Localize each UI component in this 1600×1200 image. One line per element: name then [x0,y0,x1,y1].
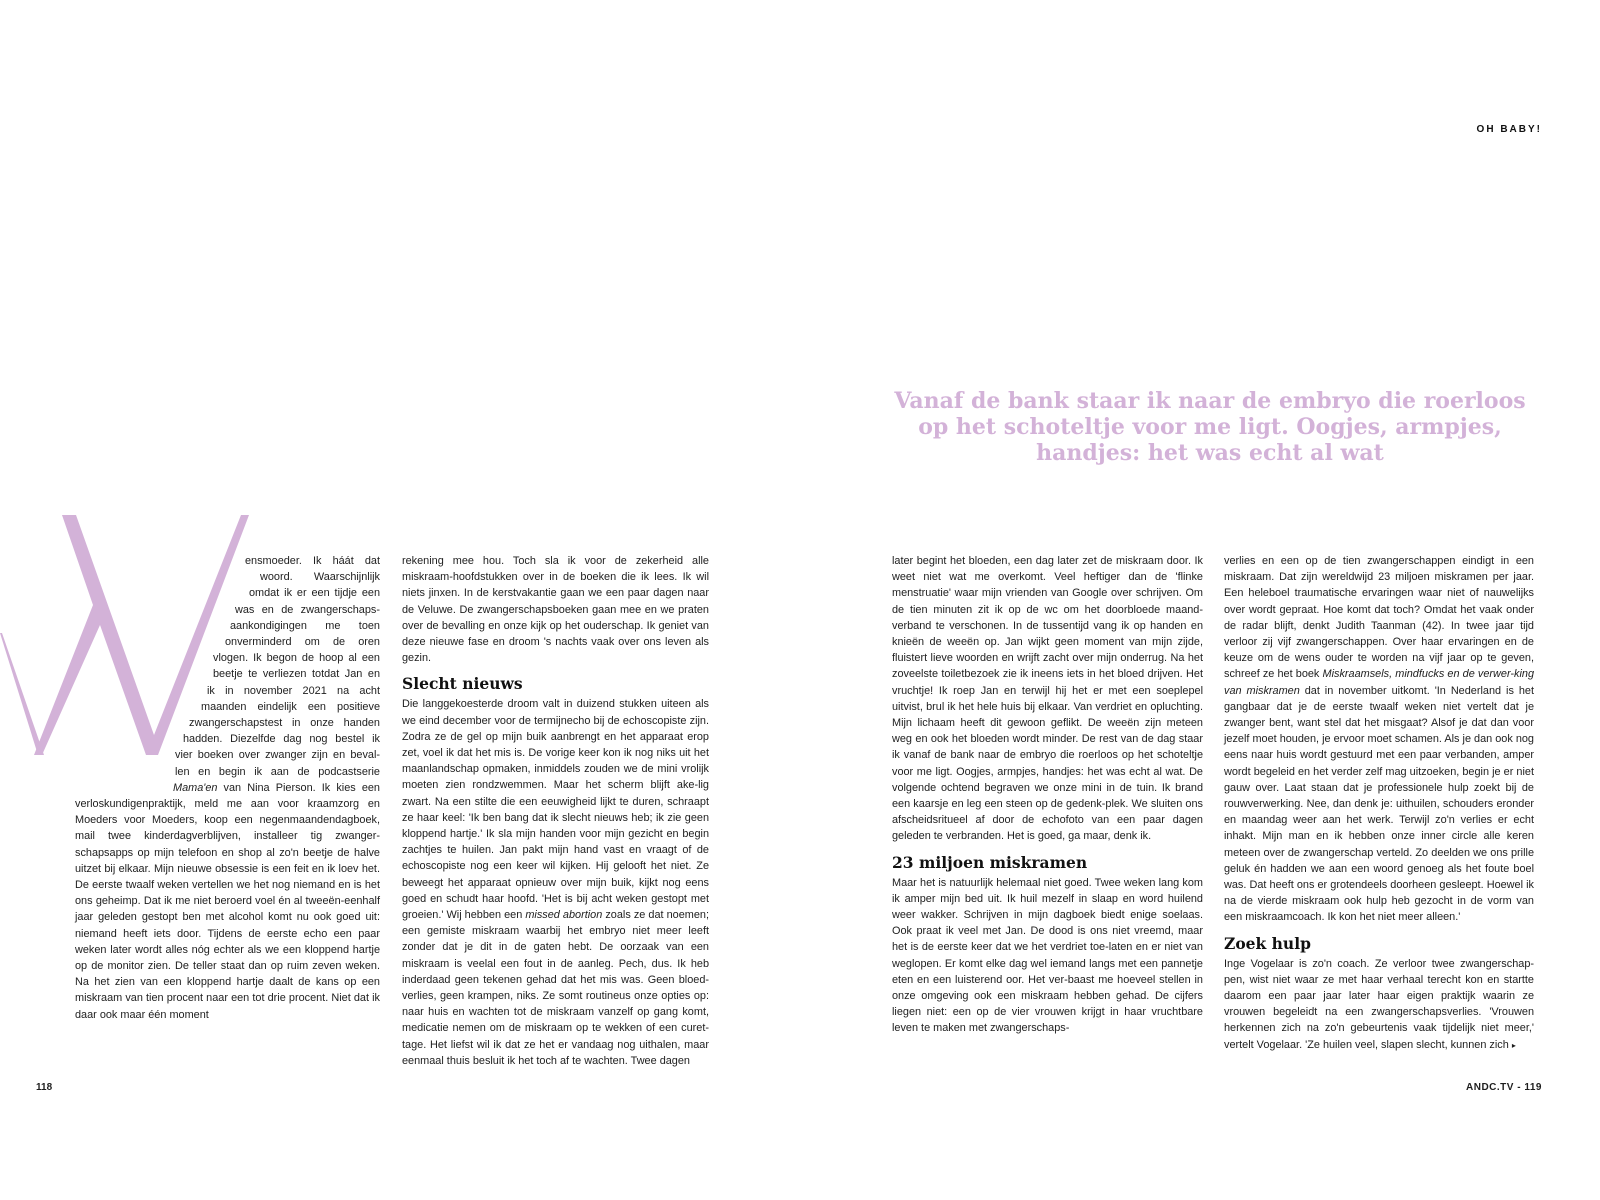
subheading-23-miljoen-miskramen: 23 miljoen miskramen [892,852,1088,872]
wrapped-line: ensmoeder. Ik háát dat [245,555,380,567]
page-number-right: 119 [1524,1082,1542,1093]
body-paragraph [402,696,709,1069]
wrapped-line: omdat ik er een tijdje een [249,587,380,600]
article-column-1 [75,553,380,1023]
body-paragraph: Maar het is natuurlijk helemaal niet goed. Twee weken lang kom ik amper mijn bed uit. Ik huil mezelf in slaap en word huilend weer wakker. Schrijven in mijn dagboek biedt enige soelaas. Ook praat ik veel met Jan. De dood is ons niet vreemd, maar het is de eerste keer dat we het verdriet toe-laten en er niet van weglopen. Er komt elke dag wel iemand langs met een pannetje eten en een luisterend oor. Het ver-baast me hoeveel stellen in onze omgeving ook een miskraam hebben gehad. De cijfers liegen niet: een op de vier vrouwen krijgt in haar vruchtbare leven te maken met zwangerschaps- [892,876,1203,1035]
page-number-left: 118 [36,1082,53,1093]
wrapped-line: zwangerschapstest in onze handen [189,717,380,730]
article-column-4 [1224,553,1534,1054]
article-column-2 [402,553,709,1069]
wrapped-line: len en begin ik aan de podcastserie [175,765,380,778]
italic-term: missed abortion [525,909,603,922]
book-title: Miskraamsels, mindfucks en de verwer-king van miskramen [1224,668,1534,697]
wrapped-intro [75,553,380,796]
text-run: Inge Vogelaar is zo'n coach. Ze verloor twee zwangerschap-pen, wist niet waar ze met haar verhaal terecht kon en startte daarom een paar jaar later haar eigen praktijk waarin ze vrouwen begeleidt na een zwangerschapsverlies. 'Vrouwen herkennen zich na zo'n gebeurtenis vaak tijdelijk niet meer,' vertelt Vogelaar. 'Ze huilen veel, slapen slecht, kunnen zich [1224,957,1534,1051]
footer-separator: - [1513,1082,1525,1093]
podcast-title: Mama'en [173,781,218,794]
pull-quote: Vanaf de bank staar ik naar de embryo die roerloos op het schoteltje voor me ligt. Oogjes, armpjes, handjes: het was echt al wat [894,388,1526,466]
wrapped-line: ik in november 2021 na acht [207,684,380,697]
wrapped-line: was en de zwangerschaps- [235,603,380,616]
wrapped-line: maanden eindelijk een positieve [201,700,380,713]
wrapped-line: woord. Waarschijnlijk [260,571,380,584]
wrapped-line: vlogen. Ik begon de hoop al een [213,652,380,665]
body-paragraph: rekening mee hou. Toch sla ik voor de zekerheid alle miskraam-hoofdstukken over in de boeken die ik lees. Ik wil niets jinxen. In de kerstvakantie gaan we een paar dagen naar de Veluwe. De zwangerschapsboeken gaan mee en we praten over de bevalling en onze kijk op het ouderschap. Ik geniet van deze nieuwe fase en droom 's nachts vaak over ons leven als gezin. [402,555,709,665]
text-run: verlies en een op de tien zwangerschappen eindigt in een miskraam. Dat zijn wereldwijd 23 miljoen miskramen per jaar. Een heleboel traumatische ervaringen waar niet of nauwelijks over wordt gepraat. Hoe komt dat toch? Omdat het vaak onder de radar blijft, denkt Judith Taanman (42). In twee jaar tijd verloor zij vijf zwangerschappen. Over haar ervaringen en de keuze om de wens ouder te worden na vijf jaar op te geven, schreef ze het boek [1224,555,1534,681]
site-name: ANDC.TV [1466,1082,1514,1093]
text-run: dat in november uitkomt. 'In Nederland is het gangbaar dat je de eerste twaalf weken niet vertelt dat je zwanger bent, want stel dat het misgaat? Alsof je dat dan voor jezelf moet houden, je ervoor moet schamen. Als je dan ook nog eens naar huis wordt gestuurd met een paar verbanden, amper wordt begeleid en het verder zelf mag uitzoeken, begin je er niet gauw over. Laat staan dat je professionele hulp zoekt bij de rouwverwerking. Nee, dan denk je: uithuilen, schouders eronder en maandag weer aan het werk. Terwijl zo'n verlies er echt inhakt. Mijn man en ik hebben onze inner circle alle keren meteen over de zwangerschap verteld. Zo deelden we ons prille geluk én hadden we aan een woord genoeg als het foute boel was. Dat heeft ons er grotendeels doorheen gesleept. Hoewel ik na de vierde miskraam ook hulp heb gezocht in de vorm van een miskraamcoach. Ik kon het niet meer alleen.' [1224,684,1534,924]
wrapped-line: hadden. Diezelfde dag nog bestel ik [183,733,380,746]
wrapped-line: vier boeken over zwanger zijn en beval- [175,749,380,762]
subheading-zoek-hulp: Zoek hulp [1224,933,1311,953]
body-paragraph: later begint het bloeden, een dag later zet de miskraam door. Ik weet niet wat me overkomt. Veel heftiger dan de 'flinke menstruatie' waar mijn vrienden van Google over schrijven. Om de tien minuten zit ik op de wc om het doorbloede maand-verband te verschonen. In de tussentijd vang ik op handen en knieën de weeën op. Jan wijkt geen moment van mijn zijde, fluistert lieve woorden en wrijft zacht over mijn onderrug. Na het zoveelste toiletbezoek zie ik ineens iets in het bloed drijven. Het vruchtje! Ik roep Jan en terwijl hij het er met een soeplepel uitvist, brul ik het hele huis bij elkaar. Van verdriet en opluchting. Mijn lichaam heeft dit gewoon geflikt. De weeën zijn meteen weg en ook het bloeden wordt minder. De rest van de dag staar ik vanaf de bank naar de embryo die roerloos op het schoteltje voor me ligt. Oogjes, armpjes, handjes: het was echt al wat. De volgende ochtend begraven we onze mini in de tuin. Ik brand een kaarsje en leg een steen op de gedenk-plek. We sluiten ons afscheidsritueel af door de echofoto van een paar dagen geleden te verbranden. Het is goed, ga maar, denk ik. [892,555,1203,843]
body-paragraph [1224,553,1534,926]
wrapped-line: Mama'en van Nina Pierson. Ik kies een [173,781,380,794]
text-run: Die langgekoesterde droom valt in duizend stukken uiteen als we eind december voor de termijnecho bij de echoscopiste zijn. Zodra ze de gel op mijn buik aanbrengt en het apparaat erop zet, voel ik dat het mis is. De vorige keer kon ik nog niks uit het maanlandschap opmaken, inmiddels zouden we de mini vrolijk moeten zien rondzwemmen. Maar het scherm blijft ake-lig zwart. Na een stilte die een eeuwigheid lijkt te duren, schraapt ze haar keel: 'Ik ben bang dat ik slecht nieuws heb; ik zie geen kloppend hartje.' Ik sla mijn handen voor mijn gezicht en begin zachtjes te huilen. Jan pakt mijn hand vast en vraagt of de echoscopiste nog een keer wil kijken. Hij gelooft het niet. Ze beweegt het apparaat opnieuw over mijn buik, kijkt nog eens goed en schudt haar hoofd. 'Het is bij acht weken gestopt met groeien.' Wij hebben een [402,698,709,922]
body-paragraph: verloskundigenpraktijk, meld me aan voor kraamzorg en Moeders voor Moeders, koop een negenmaandendagboek, mail twee kinderdagverblijven, installeer tig zwanger-schapsapps op mijn telefoon en shop al zo'n beetje de halve uitzet bij elkaar. Mijn nieuwe obsessie is een feit en ik loev het. De eerste twaalf weken vertellen we het nog niemand en is het ons geheimp. Dat ik me niet beroerd voel én al tweeën-eenhalf jaar geleden gestopt ben met alcohol komt nu ook goed uit: niemand heeft iets door. Tijdens de eerste echo een paar weken later wordt alles nóg echter als we een kloppend hartje op de monitor zien. De teller staat dan op ruim zeven weken. Na het zien van een kloppend hartje daalt de kans op een miskraam van tien procent naar een tot drie procent. Niet dat ik daar ook maar één moment [75,798,380,1021]
wrapped-line: onverminderd om de oren [225,636,380,649]
subheading-slecht-nieuws: Slecht nieuws [402,674,523,694]
page-footer-right [1466,1082,1542,1093]
wrapped-line: beetje te verliezen totdat Jan en [213,668,380,681]
wrapped-line: aankondigingen me toen [230,619,380,632]
continue-arrow-icon: ▸ [1511,1040,1516,1050]
article-column-3 [892,553,1203,1037]
text-run: zoals ze dat noemen; een gemiste miskraam waarbij het embryo niet meer leeft zonder dat je dit in de gaten hebt. De oorzaak van een miskraam is veelal een fout in de aanleg. Pech, dus. Ik heb inderdaad geen tekenen gehad dat het mis was. Geen bloed-verlies, geen krampen, niks. Ze somt routineus onze opties op: naar huis en wachten tot de miskraam vanzelf op gang komt, medicatie nemen om de miskraam op te wekken of een curet-tage. Het liefst wil ik dat ze het er vandaag nog uithalen, maar eenmaal thuis besluit ik het toch af te wachten. Twee dagen [402,909,709,1067]
drop-cap-w-shape-left [0,633,44,755]
body-paragraph [1224,956,1534,1054]
section-label: OH BABY! [1476,124,1542,135]
